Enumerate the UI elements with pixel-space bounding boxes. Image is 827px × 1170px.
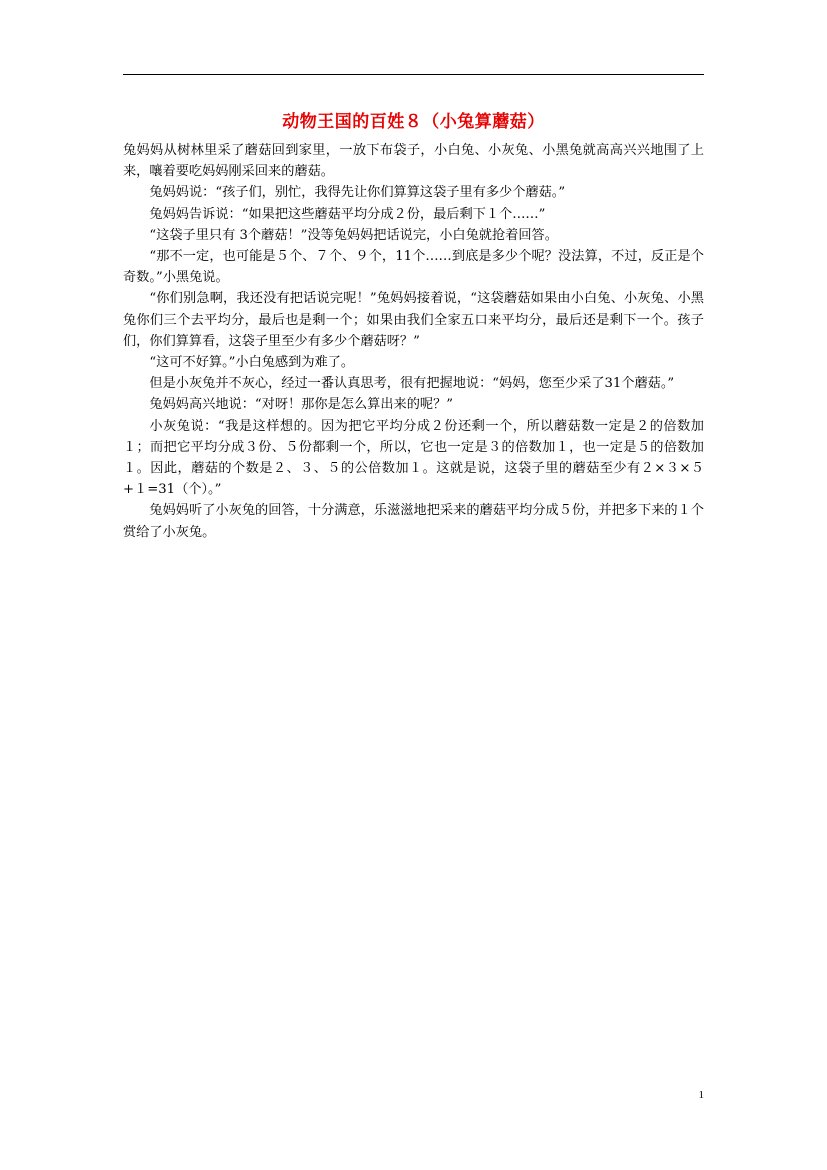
paragraph-3: 兔妈妈告诉说：“如果把这些蘑菇平均分成２份，最后剩下１个……” bbox=[149, 206, 546, 222]
document-body bbox=[123, 140, 704, 543]
paragraph-9: 兔妈妈高兴地说：“对呀！那你是怎么算出来的呢？” bbox=[149, 397, 453, 413]
paragraph-8: 但是小灰兔并不灰心，经过一番认真思考，很有把握地说：“妈妈，您至少采了31个蘑菇。” bbox=[149, 376, 675, 392]
paragraph-7: “这可不好算。”小白兔感到为难了。 bbox=[149, 355, 355, 371]
paragraph-11: 兔妈妈听了小灰兔的回答，十分满意，乐滋滋地把采来的蘑菇平均分成５份，并把多下来的１个赏给了小灰兔。 bbox=[123, 503, 704, 540]
paragraph-2: 兔妈妈说：“孩子们，别忙，我得先让你们算算这袋子里有多少个蘑菇。” bbox=[149, 185, 566, 201]
document-title: 动物王国的百姓８（小兔算蘑菇） bbox=[282, 112, 545, 132]
paragraph-10: 小灰兔说：“我是这样想的。因为把它平均分成２份还剩一个，所以蘑菇数一定是２的倍数加１；而把它平均分成３份、５份都剩一个，所以，它也一定是３的倍数加１，也一定是５的倍数加１。因此，蘑菇的个数是２、３、５的公倍数加１。这就是说，这袋子里的蘑菇至少有２×３×５+１=31（个）。” bbox=[123, 418, 704, 498]
paragraph-4: “这袋子里只有 3个蘑菇！”没等兔妈妈把话说完，小白兔就抢着回答。 bbox=[149, 227, 558, 243]
paragraph-6: “你们别急啊，我还没有把话说完呢！”兔妈妈接着说，“这袋蘑菇如果由小白兔、小灰兔、小黑兔你们三个去平均分，最后也是剩一个；如果由我们全家五口来平均分，最后还是剩下一个。孩子们，你们算算看，这袋子里至少有多少个蘑菇呀？” bbox=[123, 291, 704, 349]
page-number: 1 bbox=[698, 1089, 704, 1101]
header-rule bbox=[123, 74, 704, 75]
paragraph-5: “那不一定，也可能是５个、７个、９个，11个……到底是多少个呢？没法算，不过，反正是个奇数。”小黑兔说。 bbox=[123, 249, 704, 286]
paragraph-1: 兔妈妈从树林里采了蘑菇回到家里，一放下布袋子，小白兔、小灰兔、小黑兔就高高兴兴地围了上来，嚷着要吃妈妈刚采回来的蘑菇。 bbox=[123, 143, 704, 180]
